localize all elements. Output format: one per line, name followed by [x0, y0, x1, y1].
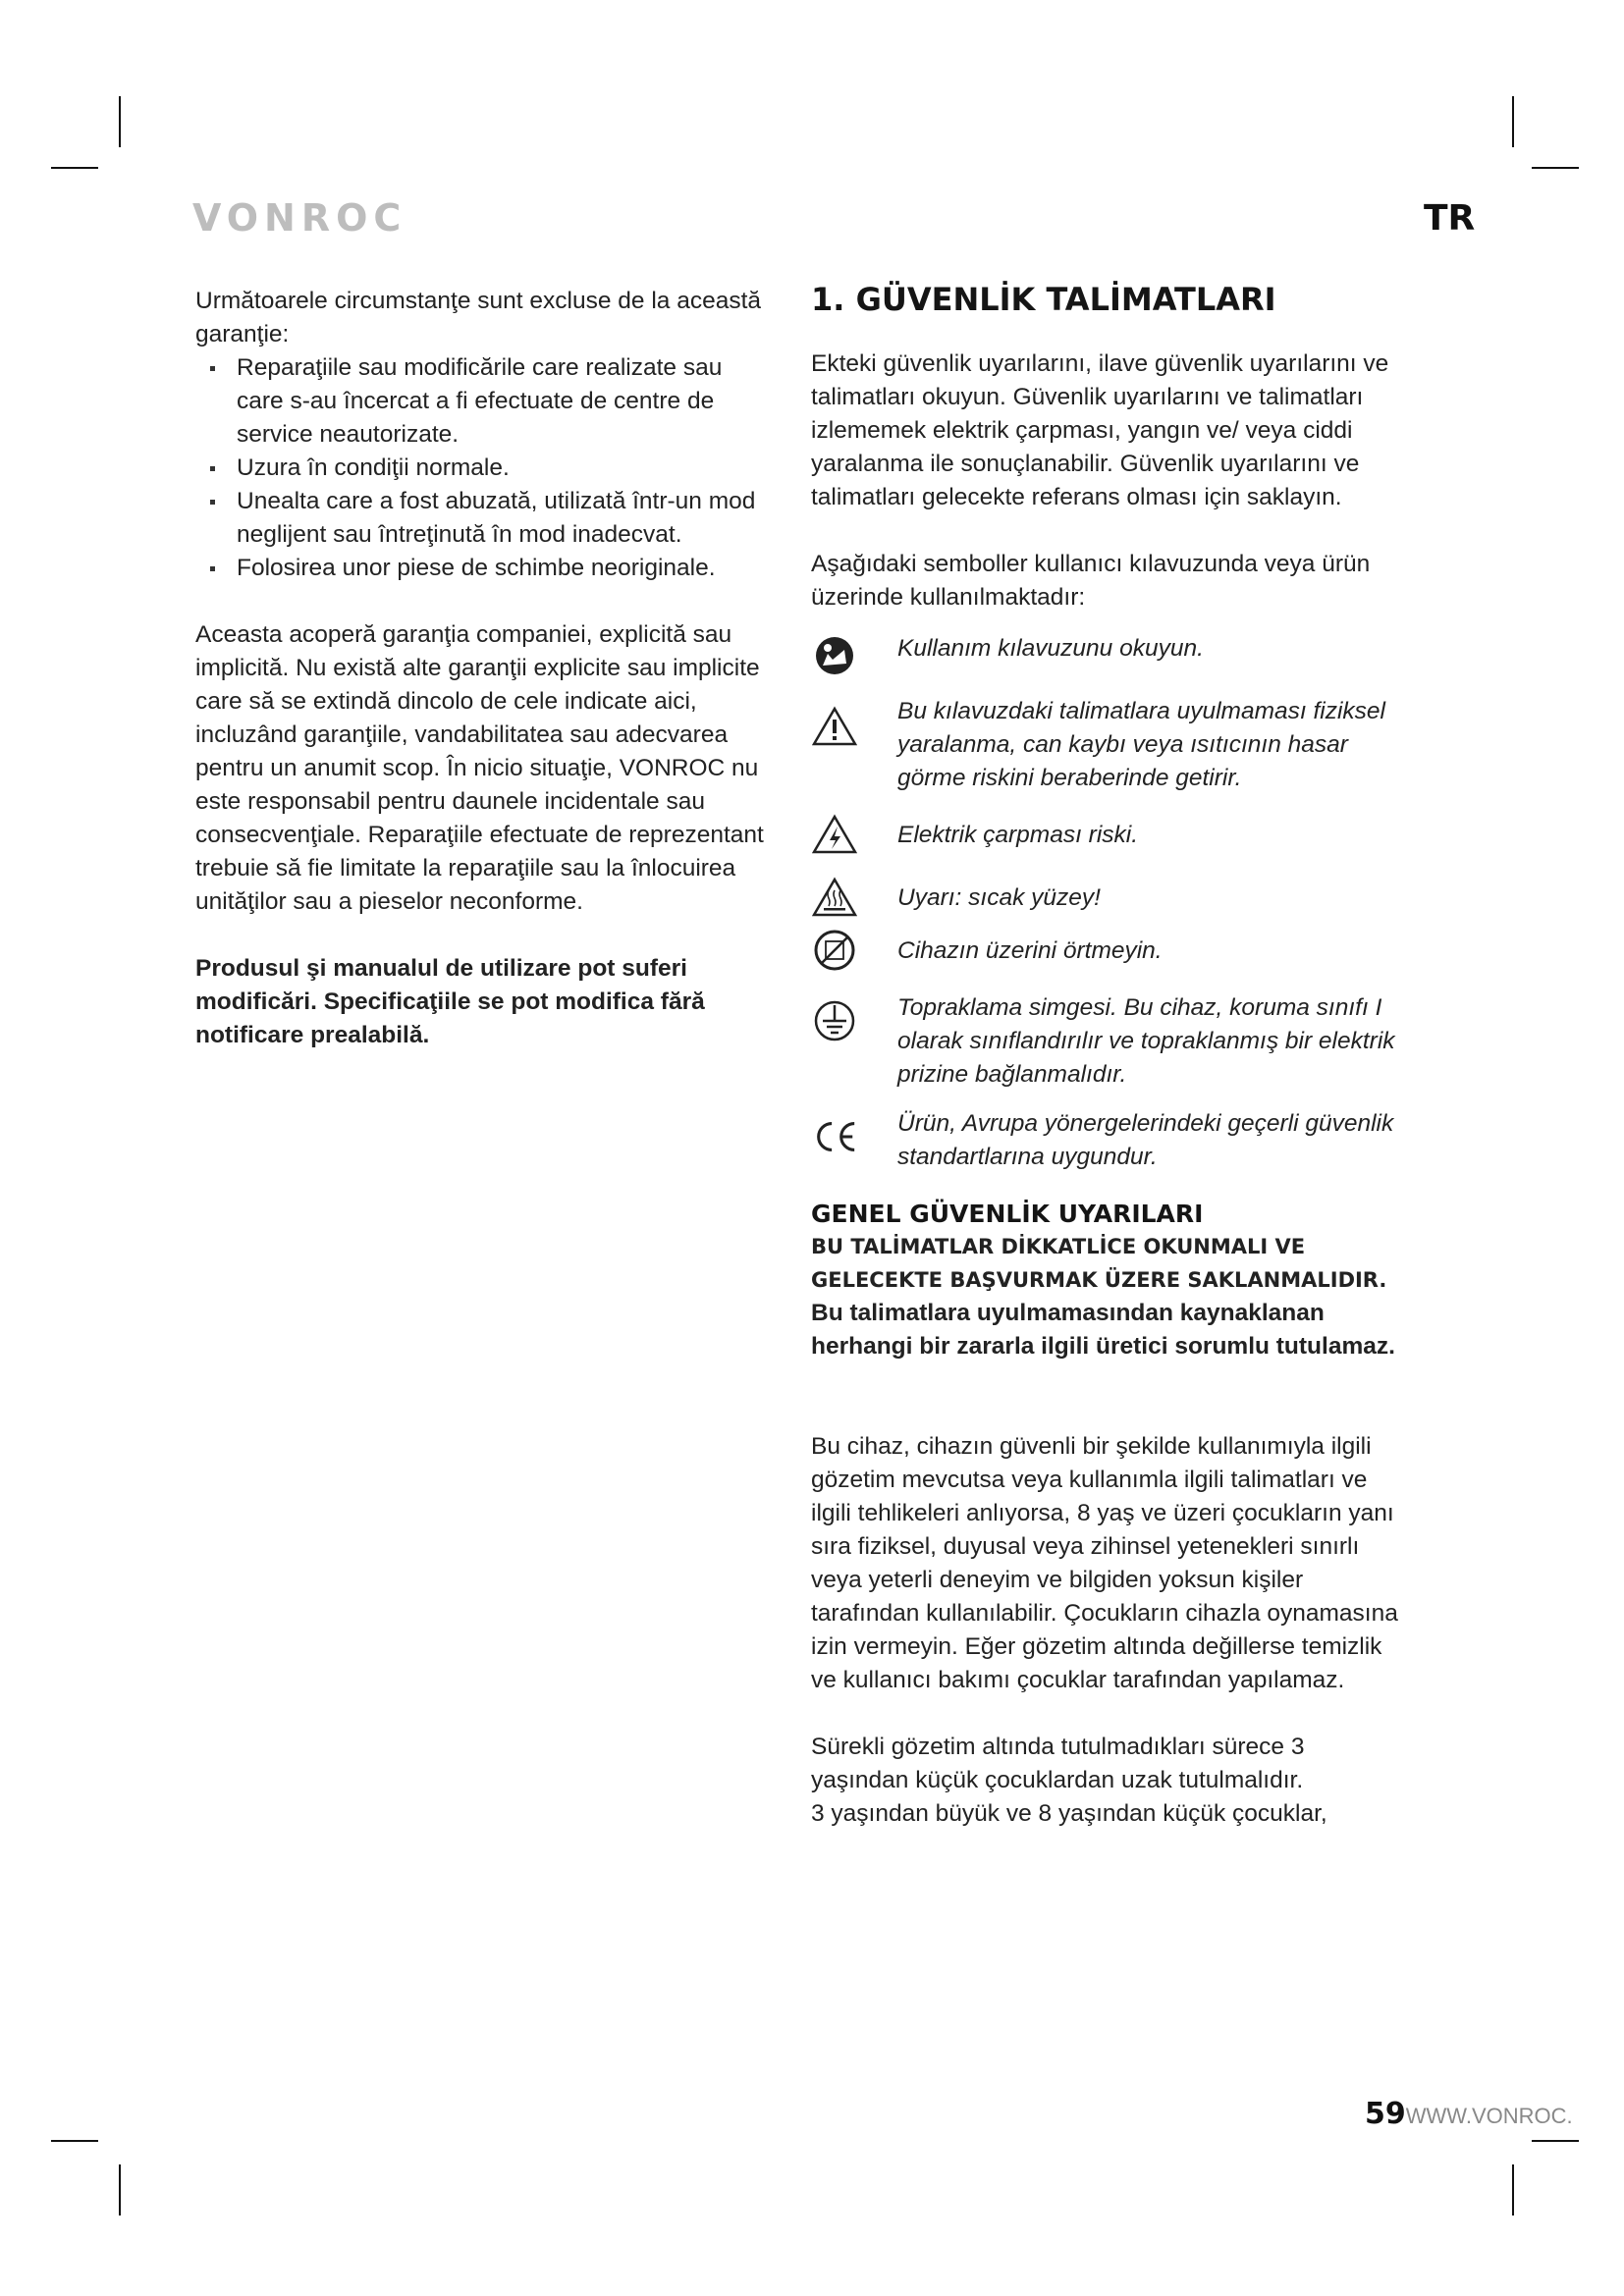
- left-column: [195, 285, 775, 1052]
- symbol-row: [811, 874, 1400, 921]
- symbol-description: Elektrik çarpması riski.: [897, 822, 1139, 848]
- earth-ground-icon: [811, 991, 858, 1050]
- symbol-row: [811, 632, 1400, 679]
- page-number: 59: [1365, 2097, 1406, 2131]
- symbol-description: Topraklama simgesi. Bu cihaz, koruma sınıfı I olarak sınıflandırılır ve topraklanmış bir elektrik prizine bağlanmalıdır.: [897, 994, 1395, 1088]
- general-safety-heading: GENEL GÜVENLİK UYARILARI: [811, 1200, 1204, 1228]
- hot-surface-icon: [811, 874, 858, 921]
- symbol-row: [811, 927, 1400, 974]
- crop-mark: [51, 167, 98, 169]
- symbols-list: [811, 632, 1400, 1174]
- symbol-row: [811, 811, 1400, 858]
- warning-triangle-icon: [811, 695, 858, 758]
- exclusions-intro: Următoarele circumstanţe sunt excluse de la această garanţie:: [195, 288, 762, 347]
- footer-website: WWW.VONROC.: [1405, 2104, 1573, 2128]
- crop-mark: [1532, 167, 1579, 169]
- children-paragraph-cont: 3 yaşından büyük ve 8 yaşından küçük çocuklar,: [811, 1800, 1327, 1827]
- symbol-description: Bu kılavuzdaki talimatlara uyulmaması fiziksel yaralanma, can kaybı veya ısıtıcının hasar görme riskini beraberinde getirir.: [897, 698, 1385, 791]
- symbol-description: Kullanım kılavuzunu okuyun.: [897, 635, 1204, 662]
- warning-rest-text: Bu talimatlara uyulmamasından kaynaklanan herhangi bir zararla ilgili üretici sorumlu tutulamaz.: [811, 1300, 1395, 1360]
- list-item: Unealta care a fost abuzată, utilizată într-un mod neglijent sau întreţinută în mod inadecvat.: [195, 485, 775, 552]
- crop-mark: [119, 96, 121, 147]
- ce-mark-icon: [811, 1107, 858, 1166]
- list-item: Folosirea unor piese de schimbe neoriginale.: [195, 552, 775, 585]
- language-code: TR: [1424, 198, 1476, 239]
- crop-mark: [1512, 2164, 1514, 2216]
- crop-mark: [51, 2140, 98, 2142]
- children-paragraph: Sürekli gözetim altında tutulmadıkları sürece 3 yaşından küçük çocuklardan uzak tutulmalıdır.: [811, 1734, 1305, 1793]
- right-column: [811, 277, 1400, 1831]
- symbol-description: Uyarı: sıcak yüzey!: [897, 884, 1101, 911]
- symbol-row: [811, 1107, 1400, 1174]
- usage-paragraph: Bu cihaz, cihazın güvenli bir şekilde kullanımıyla ilgili gözetim mevcutsa veya kullanımla ilgili talimatları ve ilgili tehlikeleri anlıyorsa, 8 yaş ve üzeri çocukların yanı sıra fiziksel, duyusal veya zihinsel yetenekleri sınırlı veya yeterli deneyim ve bilgiden yoksun kişiler tarafından kullanılabilir. Çocukların cihazla oynamasına izin vermeyin. Eğer gözetim altında değillerse temizlik ve kullanıcı bakımı çocuklar tarafından yapılamaz.: [811, 1433, 1398, 1693]
- exclusions-list: [195, 351, 775, 585]
- symbol-row: [811, 695, 1400, 795]
- read-manual-icon: [811, 632, 858, 679]
- symbols-intro: Aşağıdaki semboller kullanıcı kılavuzunda veya ürün üzerinde kullanılmaktadır:: [811, 551, 1371, 611]
- crop-mark: [1512, 96, 1514, 147]
- crop-mark: [1532, 2140, 1579, 2142]
- electric-shock-icon: [811, 811, 858, 858]
- warranty-paragraph: Aceasta acoperă garanţia companiei, explicită sau implicită. Nu există alte garanţii explicite sau implicite care să se extindă dincolo de cele indicate aici, incluzând garanţiile, vandabilitatea sau adecvarea pentru un anumit scop. În nicio situaţie, VONROC nu este responsabil pentru daunele incidentale sau consecvenţiale. Reparaţiile efectuate de reprezentant trebuie să fie limitate la reparaţiile sau la înlocuirea unităţilor sau a pieselor neconforme.: [195, 621, 764, 915]
- list-item: Uzura în condiţii normale.: [195, 452, 775, 485]
- list-item: Reparaţiile sau modificările care realizate sau care s-au încercat a fi efectuate de centre de service neautorizate.: [195, 351, 775, 452]
- symbol-row: [811, 991, 1400, 1092]
- symbol-description: Ürün, Avrupa yönergelerindeki geçerli güvenlik standartlarına uygundur.: [897, 1110, 1394, 1170]
- do-not-cover-icon: [811, 927, 858, 974]
- modification-notice: Produsul şi manualul de utilizare pot suferi modificări. Specificaţiile se pot modifica fără notificare prealabilă.: [195, 955, 705, 1048]
- safety-intro: Ekteki güvenlik uyarılarını, ilave güvenlik uyarılarını ve talimatları okuyun. Güvenlik uyarılarını ve talimatları izlememek elektrik çarpması, yangın ve/ veya ciddi yaralanma ile sonuçlanabilir. Güvenlik uyarılarını ve talimatları gelecekte referans olması için saklayın.: [811, 350, 1389, 510]
- general-safety-warning: [811, 1230, 1400, 1363]
- page-footer: [1365, 2097, 1573, 2131]
- symbol-description: Cihazın üzerini örtmeyin.: [897, 937, 1163, 964]
- brand-logo: VONROC: [192, 196, 407, 240]
- warning-caps-text: BU TALİMATLAR DİKKATLİCE OKUNMALI VE GELECEKTE BAŞVURMAK ÜZERE SAKLANMALIDIR.: [811, 1235, 1387, 1292]
- crop-mark: [119, 2164, 121, 2216]
- section-title: 1. GÜVENLİK TALİMATLARI: [811, 281, 1276, 318]
